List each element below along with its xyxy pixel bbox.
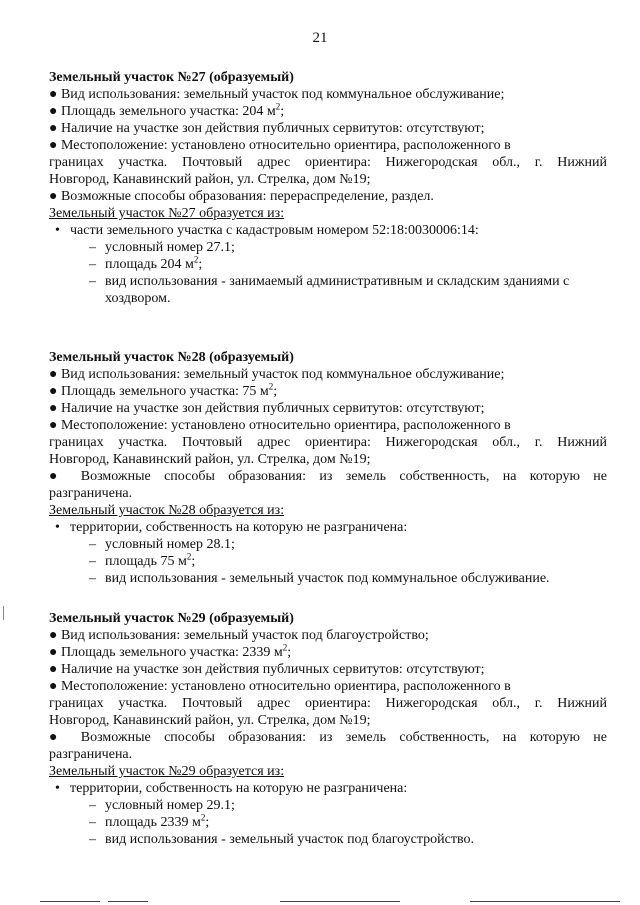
parcel-28-formed-from: Земельный участок №28 образуется из: xyxy=(49,503,285,518)
parcel-27-location-line-1: ● Местоположение: установлено относительно ориентира, расположенного в xyxy=(49,138,511,153)
parcel-28-area-item: – площадь 75 $м^2$; xyxy=(89,551,196,569)
parcel-29-formed-from: Земельный участок №29 образуется из: xyxy=(49,764,285,779)
parcel-28-area: ● Площадь земельного участка: 75 $м^2$; xyxy=(49,381,278,399)
parcel-28-title: Земельный участок №28 (образуемый) xyxy=(49,350,294,365)
parcel-28-cond-number: – условный номер 28.1; xyxy=(89,537,235,552)
parcel-29-easements: ● Наличие на участке зон действия публичных сервитутов: отсутствуют; xyxy=(49,662,485,677)
parcel-28-section xyxy=(49,349,607,587)
parcel-28-location-line-1: ● Местоположение: установлено относительно ориентира, расположенного в xyxy=(49,418,511,433)
parcel-28-usage-item: – вид использования - земельный участок под коммунальное обслуживание. xyxy=(89,571,550,586)
parcel-28-location-line-3: Новгород, Канавинский район, ул. Стрелка, дом №19; xyxy=(49,452,371,467)
parcel-27-title: Земельный участок №27 (образуемый) xyxy=(49,70,294,85)
parcel-27-area: ● Площадь земельного участка: 204 $м^2$; xyxy=(49,101,285,119)
parcel-29-section xyxy=(49,610,607,848)
footer-rule-segment xyxy=(470,901,620,902)
page-number: 21 xyxy=(312,30,328,46)
parcel-29-methods-cont: разграничена. xyxy=(49,747,133,762)
parcel-28-source: • территории, собственность на которую не разграничена: xyxy=(55,520,408,535)
parcel-28-methods: ● Возможные способы образования: из земель собственность, на которую не xyxy=(49,469,607,484)
parcel-27-area-item: – площадь 204 $м^2$; xyxy=(89,254,203,272)
parcel-28-methods-cont: разграничена. xyxy=(49,486,133,501)
parcel-27-easements: ● Наличие на участке зон действия публичных сервитутов: отсутствуют; xyxy=(49,121,485,136)
parcel-29-location-line-1: ● Местоположение: установлено относительно ориентира, расположенного в xyxy=(49,679,511,694)
scan-margin-mark xyxy=(3,606,4,620)
footer-rule-segment xyxy=(108,901,148,902)
parcel-28-usage: ● Вид использования: земельный участок под коммунальное обслуживание; xyxy=(49,367,505,382)
footer-rule-segment xyxy=(40,901,100,902)
parcel-29-title: Земельный участок №29 (образуемый) xyxy=(49,611,294,626)
parcel-27-cond-number: – условный номер 27.1; xyxy=(89,240,235,255)
parcel-27-methods: ● Возможные способы образования: перераспределение, раздел. xyxy=(49,189,434,204)
parcel-29-source: • территории, собственность на которую не разграничена: xyxy=(55,781,408,796)
parcel-28-location-line-2: границах участка. Почтовый адрес ориентира: Нижегородская обл., г. Нижний xyxy=(49,435,607,450)
parcel-29-cond-number: – условный номер 29.1; xyxy=(89,798,235,813)
parcel-27-section xyxy=(49,69,607,307)
parcel-27-source: • части земельного участка с кадастровым номером 52:18:0030006:14: xyxy=(55,223,479,238)
parcel-29-methods: ● Возможные способы образования: из земель собственность, на которую не xyxy=(49,730,607,745)
parcel-29-area: ● Площадь земельного участка: 2339 $м^2$; xyxy=(49,642,292,660)
parcel-29-location-line-2: границах участка. Почтовый адрес ориентира: Нижегородская обл., г. Нижний xyxy=(49,696,607,711)
parcel-27-usage-item: – вид использования - занимаемый административным и складским зданиями с xyxy=(89,274,570,289)
parcel-28-easements: ● Наличие на участке зон действия публичных сервитутов: отсутствуют; xyxy=(49,401,485,416)
parcel-29-area-item: – площадь 2339 $м^2$; xyxy=(89,812,210,830)
parcel-29-usage: ● Вид использования: земельный участок под благоустройство; xyxy=(49,628,429,643)
parcel-29-usage-item: – вид использования - земельный участок под благоустройство. xyxy=(89,832,474,847)
footer-rule-segment xyxy=(280,901,400,902)
parcel-27-formed-from: Земельный участок №27 образуется из: xyxy=(49,206,285,221)
parcel-27-usage: ● Вид использования: земельный участок под коммунальное обслуживание; xyxy=(49,87,505,102)
parcel-27-location-line-2: границах участка. Почтовый адрес ориентира: Нижегородская обл., г. Нижний xyxy=(49,155,607,170)
parcel-27-usage-item-cont: хоздвором. xyxy=(105,291,171,306)
parcel-29-location-line-3: Новгород, Канавинский район, ул. Стрелка, дом №19; xyxy=(49,713,371,728)
parcel-27-location-line-3: Новгород, Канавинский район, ул. Стрелка, дом №19; xyxy=(49,172,371,187)
